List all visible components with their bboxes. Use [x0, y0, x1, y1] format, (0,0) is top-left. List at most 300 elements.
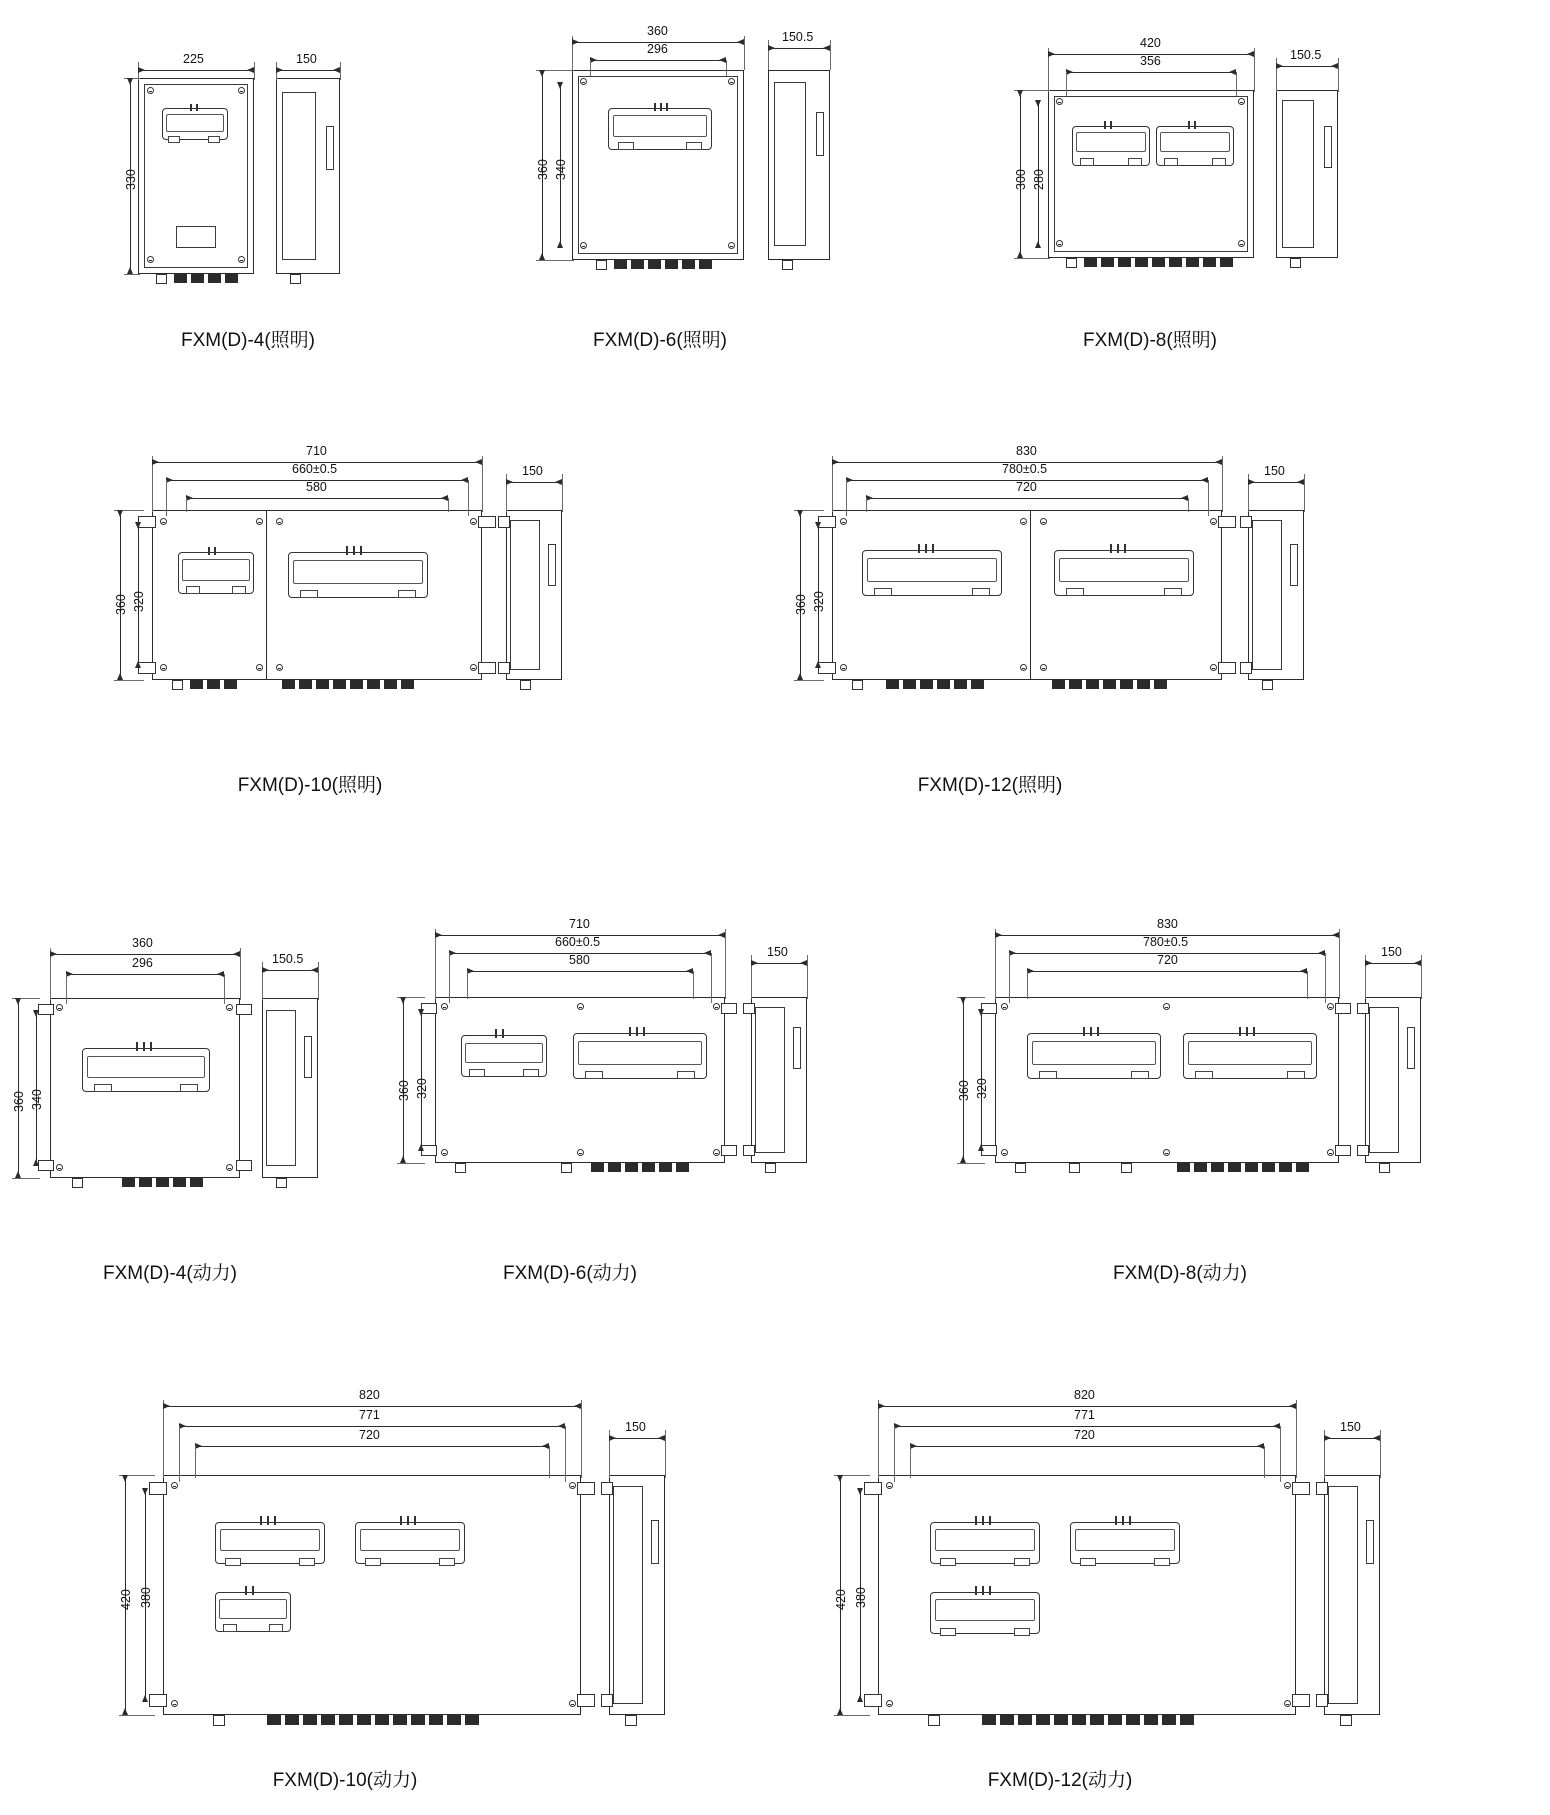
toggle-icon [214, 547, 216, 555]
dim-line [467, 971, 693, 972]
cable-gland-body [1279, 1163, 1292, 1172]
caption-fxmd-4-lighting: FXM(D)-4(照明) [180, 330, 316, 351]
mounting-ear [864, 1694, 882, 1707]
caption-fxmd-6-lighting: FXM(D)-6(照明) [592, 330, 728, 351]
ext-line [467, 971, 468, 999]
dim-arrow [461, 477, 468, 483]
cable-gland-body [225, 274, 238, 283]
dim-line [1066, 72, 1236, 73]
dim-320: 320 [812, 591, 826, 612]
screw-icon [276, 664, 283, 671]
dim-arrow [467, 968, 474, 974]
switch-module-window [293, 560, 423, 584]
dim-arrow [142, 1695, 148, 1702]
ext-line [1066, 72, 1067, 96]
toggle-icon [1104, 121, 1106, 129]
screw-icon [1284, 1700, 1291, 1707]
dim-arrow [311, 967, 318, 973]
terminal-lug [398, 590, 416, 598]
screw-icon [171, 1482, 178, 1489]
cable-gland-body [1118, 258, 1131, 267]
dim-line [195, 1446, 549, 1447]
ext-line [224, 974, 225, 1004]
cable-gland-body [1126, 1715, 1140, 1725]
dim-arrow [1289, 1403, 1296, 1409]
figure-fxmd-10-power [115, 1370, 675, 1760]
cable-gland [520, 680, 531, 690]
ext-line [163, 1400, 164, 1478]
switch-module-window [613, 115, 707, 137]
cable-gland-body [1177, 1163, 1190, 1172]
dim-arrow [704, 950, 711, 956]
dim-720: 720 [1157, 953, 1178, 967]
cable-gland-body [224, 680, 237, 689]
cable-gland [928, 1715, 940, 1726]
cable-gland-body [299, 680, 312, 689]
dim-360-v: 360 [536, 159, 550, 180]
ext-line [482, 456, 483, 512]
cable-gland-body [208, 274, 221, 283]
terminal-lug [1154, 1558, 1170, 1566]
ext-line [435, 929, 436, 999]
screw-icon [1163, 1149, 1170, 1156]
dim-line [186, 498, 448, 499]
toggle-icon [918, 544, 920, 553]
terminal-lug [1080, 1558, 1096, 1566]
ext-line [581, 1400, 582, 1478]
dim-arrow [1247, 51, 1254, 57]
cable-gland-body [173, 1178, 186, 1187]
toggle-icon [660, 103, 662, 111]
dim-arrow [122, 1475, 128, 1482]
cable-gland-body [1220, 258, 1233, 267]
cable-gland-body [393, 1715, 407, 1725]
dim-660: 660±0.5 [555, 935, 601, 949]
cable-gland [213, 1715, 225, 1726]
toggle-icon [925, 544, 927, 553]
dim-arrow [837, 1708, 843, 1715]
cable-gland-body [886, 680, 899, 689]
cable-gland [625, 1715, 637, 1726]
ext-line [846, 480, 847, 516]
terminal-lug [874, 588, 892, 596]
screw-icon [160, 664, 167, 671]
dim-150: 150 [1381, 945, 1402, 959]
screw-icon [728, 242, 735, 249]
cable-gland [1290, 258, 1301, 268]
mounting-ear [38, 1004, 54, 1015]
dim-arrow [1300, 968, 1307, 974]
terminal-lug [469, 1069, 485, 1077]
toggle-icon [274, 1516, 276, 1525]
front-view-enclosure [435, 997, 725, 1163]
terminal-lug [1131, 1071, 1149, 1079]
cable-gland-body [1000, 1715, 1014, 1725]
dim-arrow [138, 67, 145, 73]
dim-arrow [142, 1488, 148, 1495]
switch-module-window [1076, 132, 1146, 152]
side-view-hinge [1407, 1027, 1415, 1069]
toggle-icon [932, 544, 934, 553]
dim-arrow [152, 459, 159, 465]
ext-line [726, 60, 727, 76]
dim-arrow [718, 932, 725, 938]
cable-gland-body [1186, 258, 1199, 267]
toggle-icon [346, 546, 348, 555]
switch-module-window [1075, 1529, 1175, 1551]
caption-fxmd-12-lighting: FXM(D)-12(照明) [917, 775, 1063, 796]
toggle-icon [1115, 1516, 1117, 1525]
dim-280: 280 [1032, 169, 1046, 190]
panel-split-line [266, 510, 267, 680]
cable-gland-body [191, 274, 204, 283]
mounting-ear [1218, 516, 1236, 528]
terminal-lug [972, 588, 990, 596]
mounting-ear [1316, 1694, 1328, 1707]
ext-line [834, 1715, 870, 1716]
dim-arrow [978, 1144, 984, 1151]
toggle-icon [643, 1027, 645, 1036]
cable-gland-body [1169, 258, 1182, 267]
cable-gland-body [465, 1715, 479, 1725]
dim-arrow [815, 522, 821, 529]
dim-arrow [1248, 479, 1255, 485]
mounting-ear [721, 1003, 737, 1014]
ext-line [549, 1446, 550, 1478]
switch-module-window [182, 559, 250, 581]
dim-300: 300 [1014, 169, 1028, 190]
mounting-ear [577, 1694, 595, 1707]
dim-arrow [846, 477, 853, 483]
screw-icon [171, 1700, 178, 1707]
screw-icon [470, 518, 477, 525]
cable-gland-body [1152, 258, 1165, 267]
cable-gland [156, 274, 167, 284]
cable-gland [596, 260, 607, 270]
dim-arrow [262, 967, 269, 973]
terminal-lug [618, 142, 634, 150]
screw-icon [1020, 518, 1027, 525]
cable-gland-body [1228, 1163, 1241, 1172]
screw-icon [226, 1164, 233, 1171]
cable-gland-body [174, 274, 187, 283]
ext-line [114, 680, 144, 681]
dim-arrow [539, 70, 545, 77]
mounting-ear [743, 1145, 755, 1156]
switch-module-window [360, 1529, 460, 1551]
dim-arrow [117, 673, 123, 680]
dim-arrow [1215, 459, 1222, 465]
dim-line [506, 482, 562, 483]
dim-710: 710 [569, 917, 590, 931]
cable-gland-body [267, 1715, 281, 1725]
dim-580: 580 [306, 480, 327, 494]
ext-line [186, 498, 187, 512]
dim-360-v: 360 [794, 594, 808, 615]
side-view-hinge [304, 1036, 312, 1078]
ext-line [590, 60, 591, 76]
dim-arrow [815, 661, 821, 668]
cable-gland-body [1262, 1163, 1275, 1172]
toggle-icon [1110, 544, 1112, 553]
cable-gland [1015, 1163, 1026, 1173]
mounting-ear [1316, 1482, 1328, 1495]
dim-420: 420 [1140, 36, 1161, 50]
dim-arrow [127, 78, 133, 85]
terminal-lug [940, 1558, 956, 1566]
side-view-door [1369, 1007, 1399, 1153]
dim-780: 780±0.5 [1002, 462, 1048, 476]
dim-710: 710 [306, 444, 327, 458]
dim-420: 420 [119, 1589, 133, 1610]
ext-line [318, 962, 319, 1000]
side-view-door [774, 82, 806, 246]
toggle-icon [414, 1516, 416, 1525]
terminal-lug [1287, 1071, 1305, 1079]
dim-arrow [960, 1156, 966, 1163]
dim-150-5: 150.5 [782, 30, 814, 44]
ext-line [66, 974, 67, 1004]
switch-module-window [1160, 132, 1230, 152]
cable-gland-body [631, 260, 644, 269]
toggle-icon [1110, 121, 1112, 129]
toggle-icon [252, 1586, 254, 1595]
dim-line [1248, 482, 1304, 483]
cable-gland-body [1036, 1715, 1050, 1725]
figure-fxmd-8-power [955, 915, 1455, 1190]
screw-icon [1056, 240, 1063, 247]
dim-arrow [1324, 1435, 1331, 1441]
caption-fxmd-4-power: FXM(D)-4(动力) [102, 1263, 238, 1284]
ext-line [1280, 1426, 1281, 1482]
ext-line [957, 1163, 985, 1164]
dim-line [138, 70, 254, 71]
dim-660: 660±0.5 [292, 462, 338, 476]
ext-line [995, 929, 996, 999]
dim-line [1027, 971, 1307, 972]
toggle-icon [208, 547, 210, 555]
dim-arrow [857, 1695, 863, 1702]
cable-gland-body [282, 680, 295, 689]
cable-gland-body [659, 1163, 672, 1172]
ext-line [195, 1446, 196, 1478]
switch-module-window [1188, 1041, 1312, 1065]
dim-arrow [894, 1423, 901, 1429]
cable-gland-body [682, 260, 695, 269]
cable-gland-body [1086, 680, 1099, 689]
ext-line [1027, 971, 1028, 999]
dim-arrow [127, 267, 133, 274]
cable-gland [1069, 1163, 1080, 1173]
ext-line [665, 1430, 666, 1478]
cable-gland [290, 274, 301, 284]
dim-line [590, 60, 726, 61]
ext-line [12, 1178, 40, 1179]
cable-gland-body [608, 1163, 621, 1172]
dim-380: 380 [854, 1587, 868, 1608]
dim-line [768, 48, 830, 49]
cable-gland [276, 1178, 287, 1188]
dim-arrow [837, 1475, 843, 1482]
ext-line [562, 474, 563, 512]
dim-arrow [719, 57, 726, 63]
dim-arrow [878, 1403, 885, 1409]
dim-arrow [1257, 1443, 1264, 1449]
dim-150: 150 [522, 464, 543, 478]
cable-gland-body [367, 680, 380, 689]
cable-gland-body [156, 1178, 169, 1187]
dim-330: 330 [124, 169, 138, 190]
figure-fxmd-10-lighting [110, 440, 630, 700]
terminal-lug [232, 586, 246, 594]
dim-arrow [449, 950, 456, 956]
dim-296: 296 [647, 42, 668, 56]
dim-arrow [832, 459, 839, 465]
cable-gland-body [1211, 1163, 1224, 1172]
screw-icon [580, 78, 587, 85]
mounting-ear [1292, 1482, 1310, 1495]
ext-line [894, 1426, 895, 1482]
screw-icon [713, 1003, 720, 1010]
screw-icon [147, 87, 154, 94]
screw-icon [1327, 1149, 1334, 1156]
screw-icon [147, 256, 154, 263]
ext-line [166, 480, 167, 516]
switch-module-window [1059, 558, 1189, 582]
dim-830: 830 [1157, 917, 1178, 931]
screw-icon [1001, 1003, 1008, 1010]
screw-icon [226, 1004, 233, 1011]
dim-arrow [1373, 1435, 1380, 1441]
cable-gland-body [665, 260, 678, 269]
dim-arrow [542, 1443, 549, 1449]
cable-gland-body [190, 680, 203, 689]
dim-360: 360 [132, 936, 153, 950]
screw-icon [1020, 664, 1027, 671]
dim-line [1324, 1438, 1380, 1439]
terminal-lug [1164, 588, 1182, 596]
ext-line [1421, 955, 1422, 999]
dim-arrow [995, 932, 1002, 938]
toggle-icon [666, 103, 668, 111]
toggle-icon [636, 1027, 638, 1036]
cable-gland-body [1144, 1715, 1158, 1725]
dim-arrow [558, 1423, 565, 1429]
screw-icon [56, 1004, 63, 1011]
ext-line [1222, 456, 1223, 512]
cable-gland-body [190, 1178, 203, 1187]
mounting-ear [1292, 1694, 1310, 1707]
dim-150-5: 150.5 [272, 952, 304, 966]
cable-gland-body [401, 680, 414, 689]
toggle-icon [1239, 1027, 1241, 1036]
toggle-icon [495, 1029, 497, 1038]
switch-module-window [578, 1041, 702, 1065]
figure-fxmd-4-lighting [120, 40, 420, 300]
dim-296: 296 [132, 956, 153, 970]
cable-gland-body [903, 680, 916, 689]
cable-gland-body [1135, 258, 1148, 267]
side-view-door [1282, 100, 1314, 248]
dim-arrow [1276, 63, 1283, 69]
dim-arrow [179, 1423, 186, 1429]
toggle-icon [629, 1027, 631, 1036]
dim-771: 771 [1074, 1408, 1095, 1422]
screw-icon [1238, 240, 1245, 247]
ext-line [1304, 474, 1305, 512]
dim-arrow [1048, 51, 1055, 57]
toggle-icon [1083, 1027, 1085, 1036]
dim-arrow [823, 45, 830, 51]
dim-line [894, 1426, 1280, 1427]
nameplate [176, 226, 216, 248]
cable-gland-body [303, 1715, 317, 1725]
cable-gland-body [339, 1715, 353, 1725]
dim-arrow [686, 968, 693, 974]
dim-arrow [33, 1159, 39, 1166]
cable-gland [172, 680, 183, 690]
dim-380: 380 [139, 1587, 153, 1608]
dim-arrow [400, 1156, 406, 1163]
cable-gland-body [285, 1715, 299, 1725]
dim-arrow [135, 522, 141, 529]
switch-module-window [1032, 1041, 1156, 1065]
dim-arrow [135, 661, 141, 668]
ext-line [240, 948, 241, 1000]
dim-arrow [233, 951, 240, 957]
terminal-lug [180, 1084, 198, 1092]
ext-line [468, 480, 469, 516]
dim-arrow [1009, 950, 1016, 956]
terminal-lug [1080, 158, 1094, 166]
ext-line [1338, 58, 1339, 92]
toggle-icon [1090, 1027, 1092, 1036]
dim-720: 720 [359, 1428, 380, 1442]
dim-arrow [609, 1435, 616, 1441]
dim-line [910, 1446, 1264, 1447]
dim-line [36, 1010, 37, 1166]
cable-gland-body [625, 1163, 638, 1172]
screw-icon [1327, 1003, 1334, 1010]
ext-line [1325, 953, 1326, 1003]
toggle-icon [1246, 1027, 1248, 1036]
cable-gland-body [982, 1715, 996, 1725]
toggle-icon [353, 546, 355, 555]
toggle-icon [260, 1516, 262, 1525]
dim-arrow [1027, 968, 1034, 974]
screw-icon [1210, 664, 1217, 671]
cable-gland [852, 680, 863, 690]
ext-line [254, 62, 255, 80]
ext-line [397, 1163, 425, 1164]
screw-icon [577, 1149, 584, 1156]
screw-icon [470, 664, 477, 671]
dim-line [1365, 963, 1421, 964]
toggle-icon [136, 1042, 138, 1051]
switch-module-window [867, 558, 997, 582]
side-view-door [266, 1010, 296, 1166]
caption-fxmd-10-power: FXM(D)-10(动力) [272, 1770, 418, 1791]
dim-arrow [1017, 90, 1023, 97]
mounting-ear [864, 1482, 882, 1495]
dim-771: 771 [359, 1408, 380, 1422]
ext-line [1236, 72, 1237, 96]
toggle-icon [400, 1516, 402, 1525]
cable-gland-body [920, 680, 933, 689]
mounting-ear [1335, 1145, 1351, 1156]
ext-line [124, 274, 140, 275]
dim-line [878, 1406, 1296, 1407]
